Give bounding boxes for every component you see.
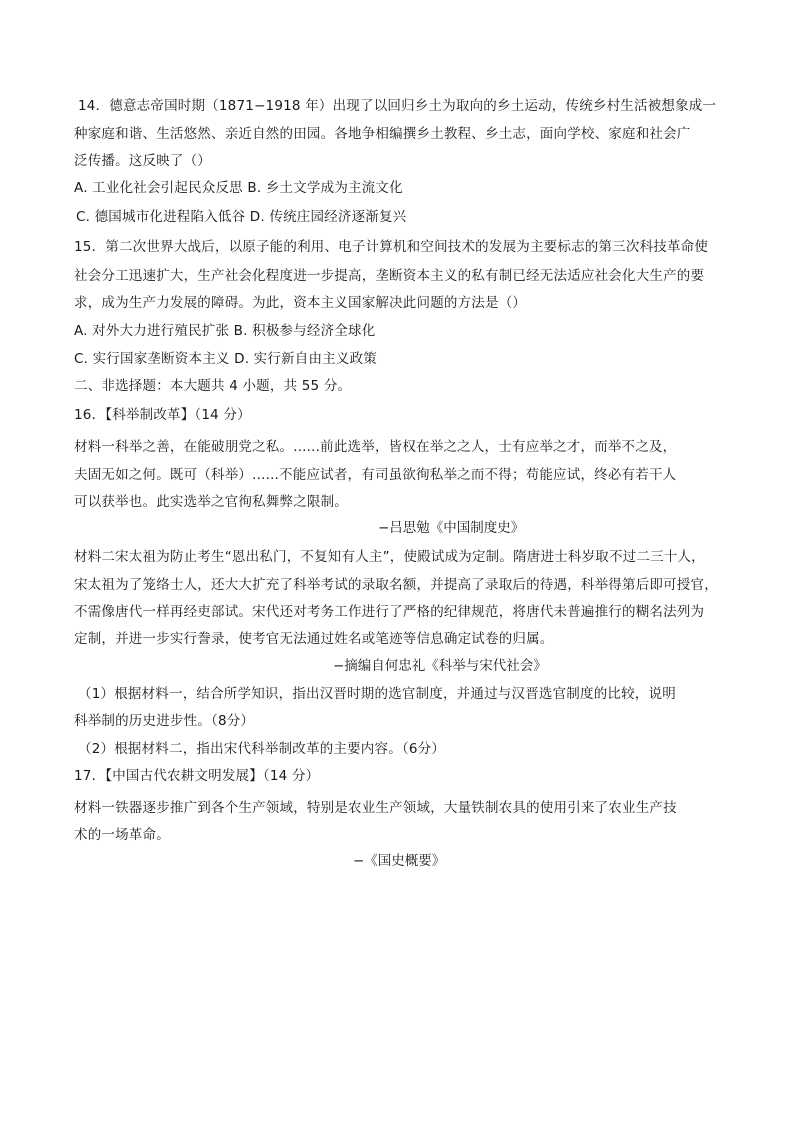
q14-stem-line-3: 泛传播。这反映了（） [74, 153, 211, 169]
q16-material-2-line-3: 不需像唐代一样再经吏部试。宋代还对考务工作进行了严格的纪律规范，将唐代未普遍推行的糊名法列为 [74, 604, 705, 620]
q14-options-ab: A. 工业化社会引起民众反思 B. 乡土文学成为主流文化 [74, 180, 403, 196]
q17-material-1-source: −《国史概要》 [353, 853, 446, 869]
q16-material-2-line-1: 材料二宋太祖为防止考生“恩出私门，不复知有人主”，使殿试成为定制。隋唐进士科岁取不过二三十人， [74, 549, 705, 565]
q14-stem-line-1: 14．德意志帝国时期（1871−1918 年）出现了以回归乡土为取向的乡土运动，传统乡村生活被想象成一 [78, 98, 717, 114]
q15-options-cd: C. 实行国家垄断资本主义 D. 实行新自由主义政策 [74, 351, 377, 367]
q16-material-1-line-1: 材料一科举之善，在能破朋党之私。......前此选举，皆权在举之之人，士有应举之才，而举不之及， [74, 439, 677, 455]
q16-question-2: （2）根据材料二，指出宋代科举制改革的主要内容。（6分） [78, 741, 446, 757]
q15-options-ab: A. 对外大力进行殖民扩张 B. 积极参与经济全球化 [74, 323, 376, 339]
q16-material-1-line-2: 夫固无如之何。既可（科举）......不能应试者，有司虽欲徇私举之而不得；苟能应试，终必有若干人 [74, 467, 677, 483]
q16-heading: 16．【科举制改革】（14 分） [74, 407, 251, 423]
q16-material-2-source: −摘编自何忠礼《科举与宋代社会》 [333, 658, 547, 674]
q15-stem-line-1: 15．第二次世界大战后，以原子能的利用、电子计算机和空间技术的发展为主要标志的第三次科技革命使 [74, 239, 709, 255]
q16-material-2-line-2: 宋太祖为了笼络士人，还大大扩充了科举考试的录取名额，并提高了录取后的待遇，科举得第后即可授官， [74, 577, 718, 593]
q14-stem-line-2: 种家庭和谐、生活悠然、亲近自然的田园。各地争相编撰乡土教程、乡土志，面向学校、家庭和社会广 [74, 126, 691, 142]
q15-stem-line-2: 社会分工迅速扩大，生产社会化程度进一步提高，垄断资本主义的私有制已经无法适应社会化大生产的要 [74, 268, 705, 284]
q16-question-1-line-1: （1）根据材料一，结合所学知识，指出汉晋时期的选官制度，并通过与汉晋选官制度的比较，说明 [78, 686, 676, 702]
q16-material-2-line-4: 定制，并进一步实行誊录，使考官无法通过姓名或笔迹等信息确定试卷的归属。 [74, 631, 554, 647]
q14-options-cd: C. 德国城市化进程陷入低谷 D. 传统庄园经济逐渐复兴 [76, 209, 407, 225]
q15-stem-line-3: 求，成为生产力发展的障碍。为此，资本主义国家解决此问题的方法是（） [74, 295, 527, 311]
q17-material-1-line-1: 材料一铁器逐步推广到各个生产领域，特别是农业生产领域，大量铁制农具的使用引来了农业生产技 [74, 800, 677, 816]
q16-question-1-line-2: 科举制的历史进步性。（8分） [74, 713, 255, 729]
q17-heading: 17．【中国古代农耕文明发展】（14 分） [74, 768, 320, 784]
q16-material-1-source: −吕思勉《中国制度史》 [378, 520, 525, 536]
section-two-heading: 二、非选择题：本大题共 4 小题，共 55 分。 [74, 378, 352, 394]
q16-material-1-line-3: 可以获举也。此实选举之官徇私舞弊之限制。 [74, 494, 348, 510]
q17-material-1-line-2: 术的一场革命。 [74, 827, 170, 843]
